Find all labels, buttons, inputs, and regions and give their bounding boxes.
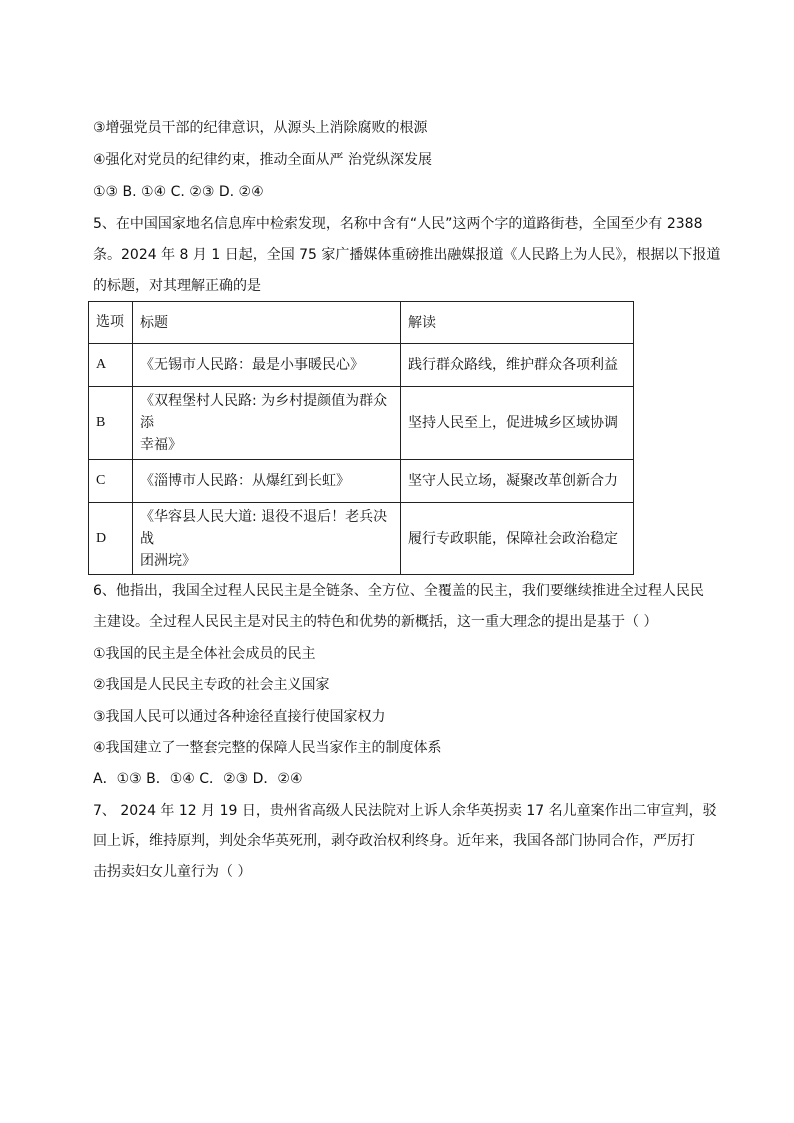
- row-title: [133, 387, 401, 460]
- table-row: [89, 387, 634, 460]
- q6-option-1: ①我国的民主是全体社会成员的民主: [93, 646, 316, 662]
- row-interpretation: 坚守人民立场，凝聚改革创新合力: [401, 460, 634, 503]
- table-row: [89, 344, 634, 387]
- row-title-line: 团洲垸》: [140, 552, 196, 569]
- row-title-line: 《华容县人民大道: 退役不退后！老兵决战: [140, 508, 388, 547]
- row-interpretation: 履行专政职能，保障社会政治稳定: [401, 503, 634, 575]
- q4-option-3: ③增强党员干部的纪律意识，从源头上消除腐败的根源: [93, 120, 428, 136]
- row-title-line: 《淄博市人民路：从爆红到长虹》: [140, 473, 350, 489]
- q6-stem-line-2: 主建设。全过程人民民主是对民主的特色和优势的新概括，这一重大理念的提出是基于（ ）: [93, 614, 658, 630]
- q5-options-table: [88, 301, 634, 575]
- q5-stem-line-3: 的标题，对其理解正确的是: [93, 278, 261, 294]
- header-title: 标题: [133, 302, 401, 344]
- q6-stem-line-1: 6、他指出，我国全过程人民民主是全链条、全方位、全覆盖的民主，我们要继续推进全过程人民民: [93, 583, 704, 599]
- q7-stem-line-2: 回上诉，维持原判，判处余华英死刑，剥夺政治权利终身。近年来，我国各部门协同合作，严厉打: [93, 833, 695, 849]
- row-option: A: [89, 344, 133, 387]
- q7-stem-line-3: 击拐卖妇女儿童行为（ ）: [93, 864, 252, 880]
- q5-stem-line-2: 条。2024 年 8 月 1 日起，全国 75 家广播媒体重磅推出融媒报道《人民路上为人民》，根据以下报道: [93, 247, 721, 263]
- q6-option-2: ②我国是人民民主专政的社会主义国家: [93, 677, 330, 693]
- row-title-line: 《双程堡村人民路: 为乡村提颜值为群众添: [140, 393, 388, 431]
- row-title: [133, 460, 401, 503]
- q7-stem-line-1: 7、 2024 年 12 月 19 日，贵州省高级人民法院对上诉人余华英拐卖 17 名儿童案作出二审宣判，驳: [93, 803, 717, 819]
- table-header-row: [89, 302, 634, 344]
- q4-option-4: ④强化对党员的纪律约束，推动全面从严 治党纵深发展: [93, 152, 432, 168]
- row-title: [133, 503, 401, 575]
- q5-stem-line-1: 5、在中国国家地名信息库中检索发现，名称中含有“人民”这两个字的道路街巷，全国至少有 2388: [93, 216, 703, 232]
- q6-option-3: ③我国人民可以通过各种途径直接行使国家权力: [93, 709, 386, 725]
- q6-choices: A．①③ B．①④ C．②③ D．②④: [93, 771, 303, 787]
- row-interpretation: 践行群众路线，维护群众各项利益: [401, 344, 634, 387]
- row-title-line: 幸福》: [140, 437, 182, 453]
- row-interpretation: 坚持人民至上，促进城乡区域协调: [401, 387, 634, 460]
- header-option: 选项: [89, 302, 133, 344]
- q6-option-4: ④我国建立了一整套完整的保障人民当家作主的制度体系: [93, 740, 442, 756]
- q4-choices: ①③ B. ①④ C. ②③ D. ②④: [93, 184, 264, 200]
- row-option: C: [89, 460, 133, 503]
- table-row: [89, 460, 634, 503]
- row-option: D: [89, 503, 133, 575]
- table-row: [89, 503, 634, 575]
- header-interpretation: 解读: [401, 302, 634, 344]
- row-title-line: 《无锡市人民路：最是小事暖民心》: [140, 357, 364, 373]
- row-option: B: [89, 387, 133, 460]
- row-title: [133, 344, 401, 387]
